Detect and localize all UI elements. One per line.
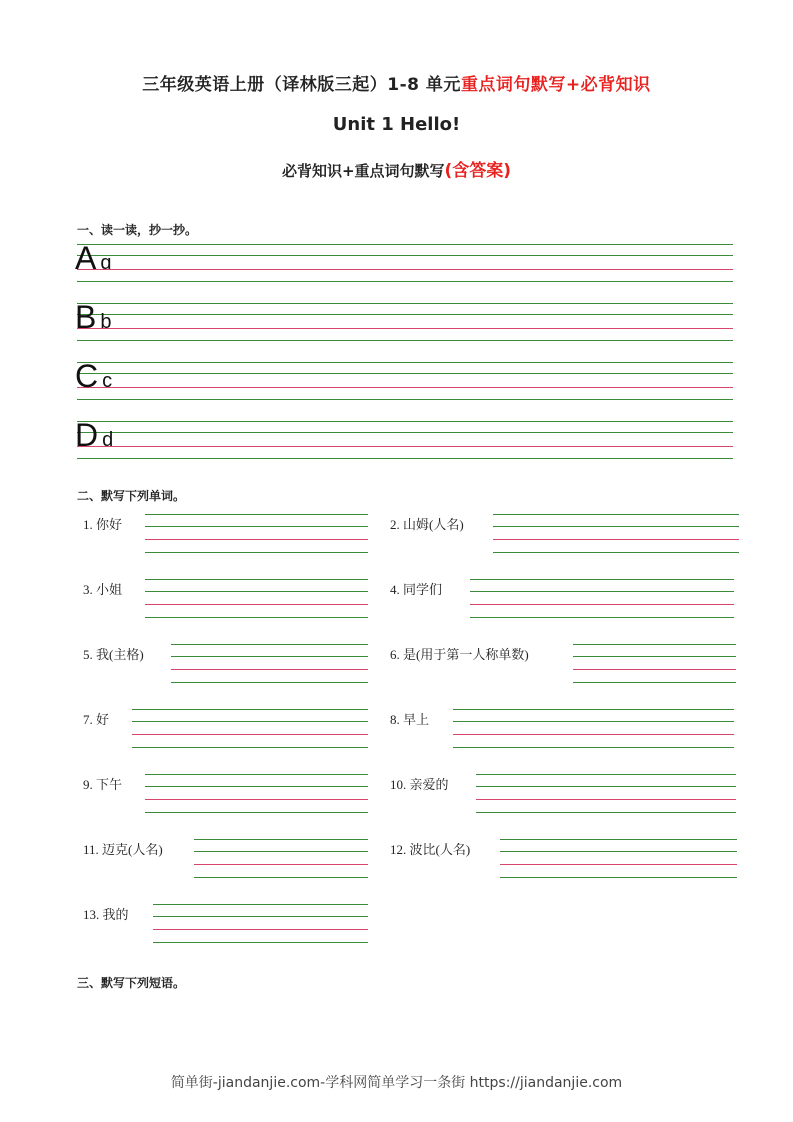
subtitle-answers-note: (含答案) — [444, 161, 512, 181]
answer-lines-12[interactable] — [500, 839, 737, 879]
section2-heading: 二、默写下列单词。 — [77, 489, 186, 503]
word-prompt: 3. 小姐 — [83, 582, 123, 597]
document-title — [0, 70, 793, 95]
word-prompt: 7. 好 — [83, 712, 110, 727]
answer-lines-4[interactable] — [470, 579, 734, 619]
word-prompt: 5. 我(主格) — [83, 647, 144, 662]
answer-lines-6[interactable] — [573, 644, 736, 684]
footer-watermark: 简单街-jiandanjie.com-学科网简单学习一条街 https://jiandanjie.com — [170, 1075, 623, 1091]
letter-upper: A — [75, 240, 97, 276]
answer-lines-1[interactable] — [145, 514, 368, 554]
section3-heading: 三、默写下列短语。 — [77, 976, 186, 990]
word-prompt: 10. 亲爱的 — [390, 777, 449, 792]
document-title-highlight: 重点词句默写+必背知识 — [460, 75, 651, 95]
letter-lower: c — [102, 370, 113, 392]
word-prompt: 11. 迈克(人名) — [83, 842, 163, 857]
answer-lines-5[interactable] — [171, 644, 368, 684]
document-subtitle — [0, 156, 793, 181]
unit-title: Unit 1 Hello! — [332, 114, 461, 135]
letter-pair-c — [75, 358, 112, 395]
answer-lines-11[interactable] — [194, 839, 368, 879]
word-prompt: 12. 波比(人名) — [390, 842, 471, 857]
copy-block-a — [75, 240, 733, 294]
word-prompt: 6. 是(用于第一人称单数) — [390, 647, 529, 662]
word-prompt: 8. 早上 — [390, 712, 430, 727]
word-prompt: 4. 同学们 — [390, 582, 443, 597]
subtitle-main: 必背知识+重点词句默写 — [281, 162, 445, 180]
letter-pair-b — [75, 299, 111, 336]
copy-block-b — [75, 299, 733, 353]
answer-lines-9[interactable] — [145, 774, 368, 814]
letter-lower: d — [102, 429, 114, 451]
word-prompt: 9. 下午 — [83, 777, 123, 792]
answer-lines-8[interactable] — [453, 709, 734, 749]
answer-lines-13[interactable] — [153, 904, 368, 944]
copy-block-c — [75, 358, 733, 412]
document-title-main: 三年级英语上册（译林版三起）1-8 单元 — [142, 75, 461, 95]
letter-upper: C — [75, 358, 99, 394]
word-prompt: 2. 山姆(人名) — [390, 517, 464, 532]
letter-pair-d — [75, 417, 113, 454]
copy-block-d — [75, 417, 733, 471]
section1-heading: 一、读一读，抄一抄。 — [77, 223, 198, 237]
letter-lower: b — [100, 311, 112, 333]
word-prompt: 13. 我的 — [83, 907, 129, 922]
letter-pair-a — [75, 240, 111, 277]
answer-lines-7[interactable] — [132, 709, 368, 749]
letter-lower: ɑ — [100, 252, 112, 274]
letter-upper: D — [75, 417, 99, 453]
word-prompt: 1. 你好 — [83, 517, 123, 532]
answer-lines-3[interactable] — [145, 579, 368, 619]
letter-upper: B — [75, 299, 97, 335]
answer-lines-10[interactable] — [476, 774, 736, 814]
answer-lines-2[interactable] — [493, 514, 739, 554]
